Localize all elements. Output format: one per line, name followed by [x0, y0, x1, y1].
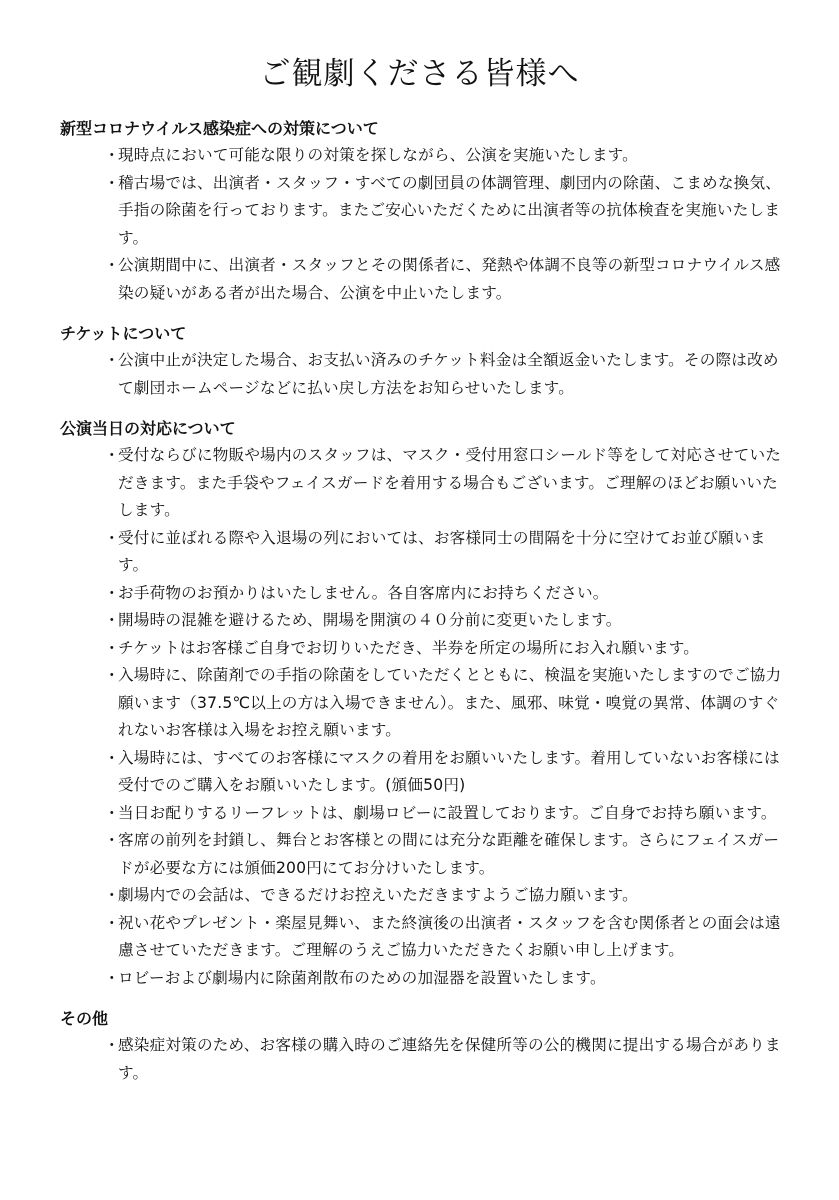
bullet-mark: ・ [104, 351, 120, 369]
notice-section [60, 321, 790, 402]
section-item-list [60, 347, 790, 402]
list-item [60, 965, 790, 993]
section-heading: 新型コロナウイルス感染症への対策について [60, 119, 379, 138]
item-text: お手荷物のお預かりはいたしません。各自客席内にお持ちください。 [118, 583, 609, 602]
list-item [60, 252, 790, 307]
bullet-mark: ・ [104, 528, 120, 547]
section-item-list [60, 1032, 790, 1087]
notice-sections [60, 116, 790, 1101]
page-title: ご観劇くださる皆様へ [259, 56, 580, 92]
section-item-list [60, 442, 790, 992]
list-item [60, 525, 790, 580]
section-heading: 公演当日の対応について [60, 419, 236, 438]
item-text: 受付に並ばれる際や入退場の列においては、お客様同士の間隔を十分に空けてお並び願います。 [118, 528, 766, 574]
list-item [60, 910, 790, 965]
bullet-mark: ・ [104, 638, 120, 657]
list-item [60, 142, 790, 170]
notice-section [60, 116, 790, 307]
item-text: 公演期間中に、出演者・スタッフとその関係者に、発熱や体調不良等の新型コロナウイルス感染の疑いがある者が出た場合、公演を中止いたします。 [118, 256, 781, 302]
bullet-mark: ・ [104, 146, 120, 164]
notice-section [60, 416, 790, 992]
item-text: 入場時に、除菌剤での手指の除菌をしていただくとともに、検温を実施いたしますのでご協力願います（37.5℃以上の方は入場できません）。また、風邪、味覚・嗅覚の異常、体調のすぐれないお客様は入場をお控え願います。 [118, 666, 782, 739]
bullet-mark: ・ [104, 666, 120, 684]
list-item [60, 607, 790, 635]
list-item [60, 662, 790, 745]
bullet-mark: ・ [104, 748, 120, 767]
bullet-mark: ・ [104, 831, 120, 849]
item-text: ロビーおよび劇場内に除菌剤散布のための加湿器を設置いたします。 [118, 968, 606, 987]
list-item [60, 580, 790, 608]
item-text: 祝い花やプレゼント・楽屋見舞い、また終演後の出演者・スタッフを含む関係者との面会は遠慮させていただきます。ご理解のうえご協力いただきたくお願い申し上げます。 [118, 913, 781, 959]
list-item [60, 800, 790, 828]
bullet-mark: ・ [104, 968, 120, 987]
notice-section [60, 1006, 790, 1087]
list-item [60, 745, 790, 800]
bullet-mark: ・ [104, 173, 120, 192]
bullet-mark: ・ [104, 256, 120, 274]
list-item [60, 635, 790, 663]
bullet-mark: ・ [104, 611, 120, 629]
list-item [60, 442, 790, 525]
bullet-mark: ・ [104, 886, 120, 904]
section-heading: チケットについて [60, 324, 187, 343]
item-text: 客席の前列を封鎖し、舞台とお客様との間には充分な距離を確保します。さらにフェイスガードが必要な方には頒価200円にてお分けいたします。 [118, 831, 780, 877]
item-text: 受付ならびに物販や場内のスタッフは、マスク・受付用窓口シールド等をして対応させていただきます。また手袋やフェイスガードを着用する場合もございます。ご理解のほどお願いいたします。 [118, 446, 782, 519]
section-heading: その他 [60, 1009, 109, 1028]
item-text: 現時点において可能な限りの対策を探しながら、公演を実施いたします。 [118, 146, 638, 164]
list-item [60, 882, 790, 910]
bullet-mark: ・ [104, 583, 120, 602]
item-text: 開場時の混雑を避けるため、開場を開演の４０分前に変更いたします。 [118, 611, 622, 629]
item-text: チケットはお客様ご自身でお切りいただき、半券を所定の場所にお入れ願います。 [118, 638, 700, 657]
bullet-mark: ・ [104, 803, 120, 822]
list-item [60, 170, 790, 253]
list-item [60, 347, 790, 402]
list-item [60, 827, 790, 882]
item-text: 当日お配りするリーフレットは、劇場ロビーに設置しております。ご自身でお持ち願います。 [118, 803, 777, 822]
list-item [60, 1032, 790, 1087]
item-text: 劇場内での会話は、できるだけお控えいただきますようご協力願います。 [118, 886, 638, 904]
section-item-list [60, 142, 790, 307]
item-text: 稽古場では、出演者・スタッフ・すべての劇団員の体調管理、劇団内の除菌、こまめな換気、手指の除菌を行っております。またご安心いただくために出演者等の抗体検査を実施いたします。 [118, 173, 782, 247]
item-text: 感染症対策のため、お客様の購入時のご連絡先を保健所等の公的機関に提出する場合があります。 [118, 1036, 781, 1082]
item-text: 入場時には、すべてのお客様にマスクの着用をお願いいたします。着用していないお客様には受付でのご購入をお願いいたします。(頒価50円) [118, 748, 780, 794]
bullet-mark: ・ [104, 1036, 120, 1054]
bullet-mark: ・ [104, 446, 120, 464]
item-text: 公演中止が決定した場合、お支払い済みのチケット料金は全額返金いたします。その際は改めて劇団ホームページなどに払い戻し方法をお知らせいたします。 [118, 351, 779, 397]
bullet-mark: ・ [104, 913, 120, 932]
